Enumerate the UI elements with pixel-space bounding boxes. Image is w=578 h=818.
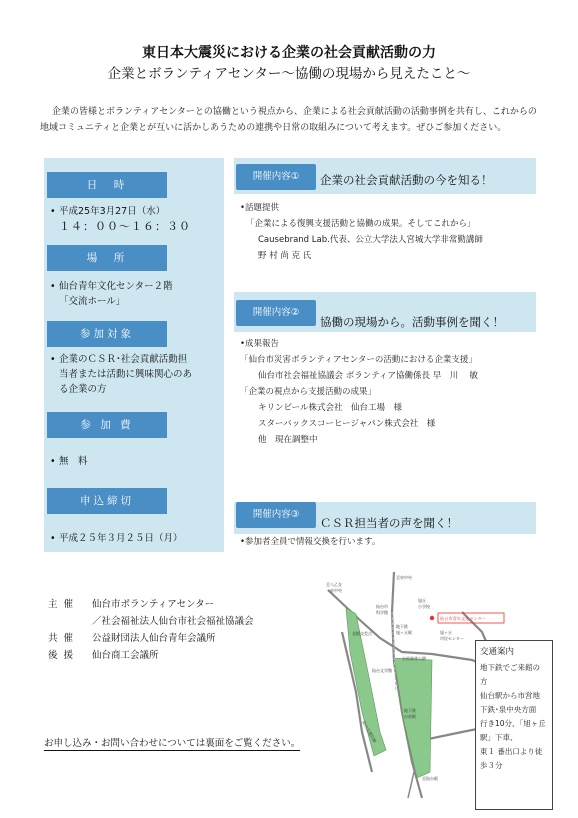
map-label-science: 仙台市 xyxy=(376,604,388,609)
map-label-left: 至八乙女 xyxy=(326,582,342,587)
intro-text xyxy=(40,104,550,136)
organizer-support xyxy=(48,647,159,664)
organizer-role: 共催 xyxy=(48,633,80,644)
venue-marker xyxy=(430,616,434,620)
intro-line: 地域コミュニティと企業とが互いに活かしあうための連携や日常の取組みについて考えます。ぜひご参加ください。 xyxy=(40,123,507,133)
deadline-label: 申込締切 xyxy=(47,488,167,514)
time-value: １４：００〜１６：３０ xyxy=(59,220,191,233)
organizer-main xyxy=(48,596,214,613)
contact-note: お申し込み・お問い合わせについては裏面をご覧ください。 xyxy=(44,735,300,751)
map-label-civic2: 市民センター xyxy=(440,636,464,641)
map-label-park: 台原森林公園 xyxy=(402,656,426,661)
venue-text: • 仙台青年文化センター２階 「交流ホール」 xyxy=(50,279,218,309)
program-text-3 xyxy=(240,534,380,550)
organizer-role: 後援 xyxy=(48,650,80,661)
program-text-2 xyxy=(240,336,478,448)
page-title: 東日本大震災における企業の社会貢献活動の力 xyxy=(142,45,436,61)
organizer-name: ／社会福祉法人仙台市社会福祉協議会 xyxy=(92,616,254,627)
deadline-text: • 平成２５年３月２５日（月） xyxy=(50,531,218,546)
access-line: 駅」下車、 xyxy=(480,733,518,742)
program-line: •参加者全員で情報交換を行います。 xyxy=(240,537,381,547)
target-line: る企業の方 xyxy=(59,384,107,395)
program-line: Causebrand Lab.代表、公立大学法人宮城大学非常勤講師 xyxy=(258,235,483,245)
venue-room: 「交流ホール」 xyxy=(59,296,126,307)
access-line: 下鉄･泉中央方面 xyxy=(480,705,537,714)
deadline-value: 平成２５年３月２５日（月） xyxy=(59,533,183,544)
program-title-3: ＣＳＲ担当者の声を聞く！ xyxy=(320,516,458,530)
program-tab-1: 開催内容① xyxy=(236,164,316,190)
date-label: 日 時 xyxy=(47,172,167,198)
program-line: スターバックスコーヒージャパン株式会社 様 xyxy=(258,419,436,429)
venue-value: 仙台青年文化センター２階 xyxy=(59,281,173,292)
program-line: 「企業の視点から支援活動の成果」 xyxy=(240,387,377,397)
map-label-venue: 仙台市青年文化センター xyxy=(440,616,486,621)
fee-label: 参 加 費 xyxy=(47,412,167,438)
organizer-name: 仙台市ボランティアセンター xyxy=(92,599,215,610)
map-label-school2: 小学校 xyxy=(418,604,430,609)
program-tab-3: 開催内容③ xyxy=(236,502,316,528)
access-line: 地下鉄でご来館の xyxy=(480,663,540,672)
map-label-lit: 仙台文学館 xyxy=(372,668,392,673)
venue-label: 場 所 xyxy=(47,245,167,271)
map-label-stn1: 地下鉄 xyxy=(396,624,408,629)
program-title-2: 協働の現場から。活動事例を聞く！ xyxy=(320,315,504,329)
program-title-1: 企業の社会貢献活動の今を知る！ xyxy=(320,173,493,187)
access-line: 東１ 番出口より徒 xyxy=(480,747,543,756)
program-line: キリンビール株式会社 仙台工場 様 xyxy=(258,403,402,413)
fee-value: 無 料 xyxy=(59,456,88,467)
target-line: 当者または活動に興味関心のあ xyxy=(59,369,193,380)
map-label-north: 北根交差点 xyxy=(352,631,372,636)
map-label-science2: 科学館 xyxy=(376,610,388,615)
target-text: • 企業のＣＳＲ･社会貢献活動担 当者または活動に興味関心のあ る企業の方 xyxy=(50,352,218,397)
intro-line: 企業の皆様とボランティアセンターとの協働という視点から、企業による社会貢献活動の活動事例を共有し、これからの xyxy=(52,107,537,117)
program-tab-2: 開催内容② xyxy=(236,300,316,326)
organizer-name: 仙台商工会議所 xyxy=(92,650,159,661)
program-line: 「仙台市災害ボランティアセンターの活動における企業支援」 xyxy=(240,355,477,365)
access-heading: 交通案内 xyxy=(480,647,515,657)
map-label-bypass: 仙台北環状線 xyxy=(361,720,378,744)
program-line: 野 村 尚 克 氏 xyxy=(258,251,312,261)
map-label-top: 至泉中央 xyxy=(396,575,412,580)
target-label: 参加対象 xyxy=(47,321,167,347)
program-line: 「企業による復興支援活動と協働の成果。そしてこれから」 xyxy=(246,219,476,229)
map-label-civic: 旭ヶ丘 xyxy=(440,630,452,635)
access-line: 歩３分 xyxy=(480,761,503,770)
map-label-school: 旭丘 xyxy=(418,598,426,603)
page-subtitle: 企業とボランティアセンター〜協働の現場から見えたこと〜 xyxy=(107,66,471,82)
program-line: •成果報告 xyxy=(240,339,280,349)
map-label-stn1b: 旭ヶ丘駅 xyxy=(396,630,412,635)
target-line: 企業のＣＳＲ･社会貢献活動担 xyxy=(59,354,188,365)
program-line: •話題提供 xyxy=(240,203,280,213)
map-label-bottom: 至仙台駅 xyxy=(422,776,438,781)
map-label-stn2b: 台原駅 xyxy=(404,714,416,719)
access-info-box xyxy=(475,640,553,810)
organizer-main-sub xyxy=(48,613,254,630)
date-value: 平成25年3月27日（水） xyxy=(59,206,166,217)
organizer-co xyxy=(48,630,216,647)
access-line: 行き10分、「旭ヶ丘 xyxy=(480,719,546,728)
access-line: 仙台駅から市営地 xyxy=(480,691,540,700)
program-line: 仙台市社会福祉協議会 ボランティア協働係長 早 川 敏 xyxy=(258,371,478,381)
date-text: • 平成25年3月27日（水） １４：００〜１６：３０ xyxy=(50,204,218,234)
fee-text: • 無 料 xyxy=(50,454,218,469)
map-label-stn2: 地下鉄 xyxy=(404,708,416,713)
program-text-1 xyxy=(240,200,483,264)
organizer-role: 主催 xyxy=(48,599,80,610)
map-label-left2: ・泉中央 xyxy=(326,588,342,593)
organizer-name: 公益財団法人仙台青年会議所 xyxy=(92,633,216,644)
access-line: 方 xyxy=(480,677,488,686)
program-line: 他 現在調整中 xyxy=(258,435,318,445)
